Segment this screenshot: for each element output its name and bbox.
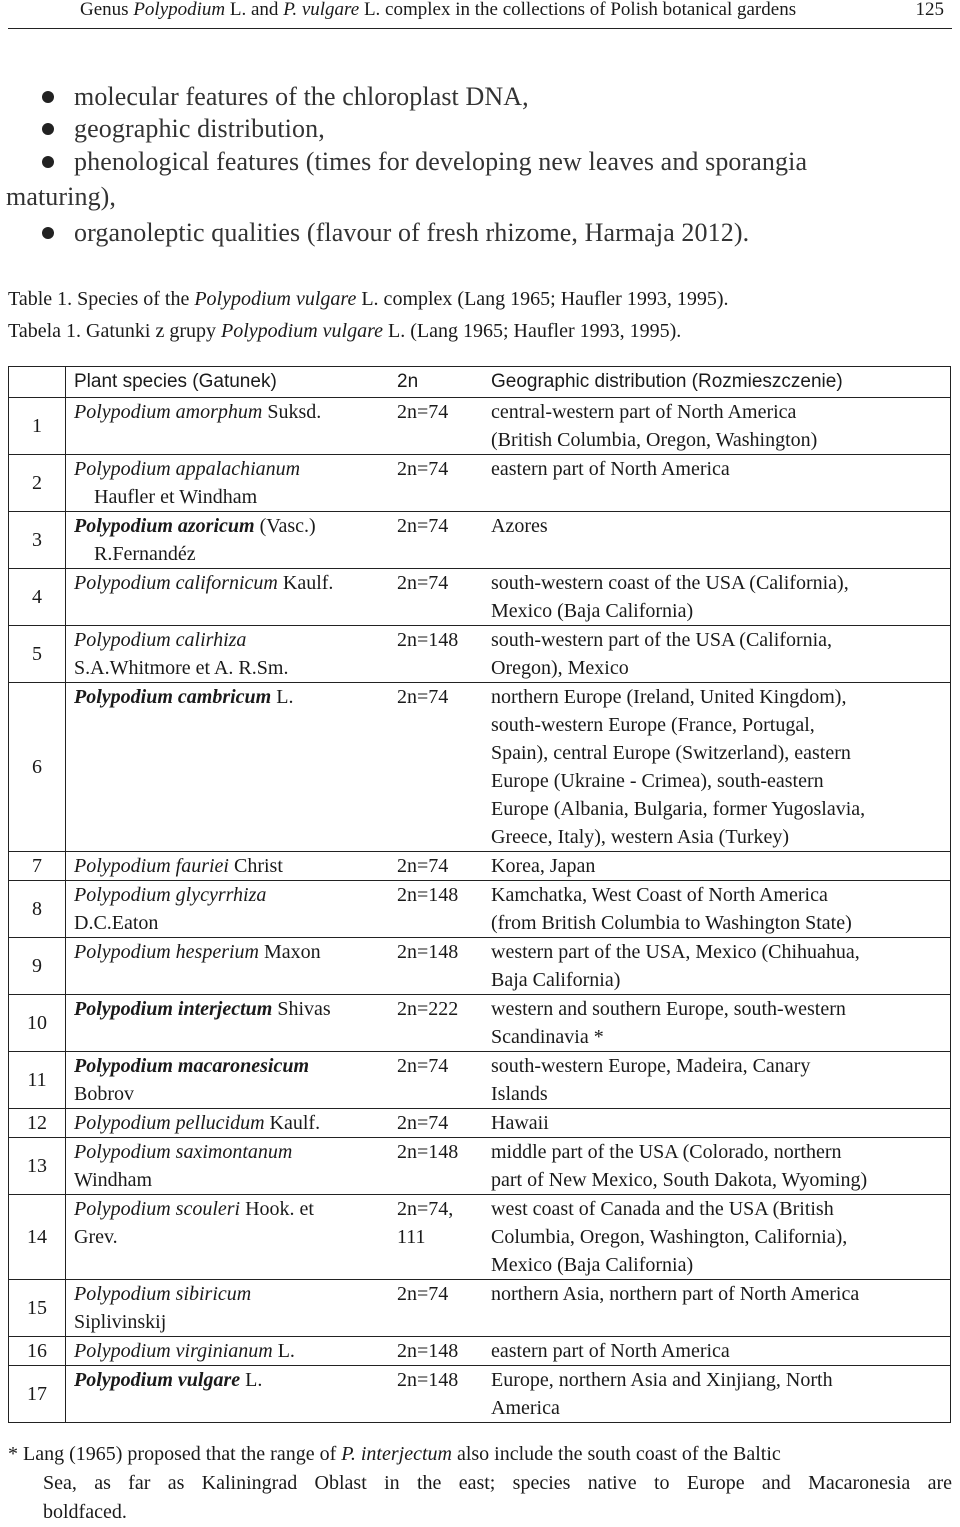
species-cell (66, 995, 398, 1052)
header-num (9, 367, 66, 398)
geography-line: Greece, Italy), western Asia (Turkey) (491, 826, 790, 848)
species-epithet: interjectum (177, 998, 273, 1020)
bullet-dot-icon (42, 156, 54, 168)
species-cell (66, 683, 398, 852)
chromosome-cell (397, 683, 491, 852)
species-cell (66, 1138, 398, 1195)
species-genus: Polypodium (74, 629, 171, 651)
species-genus: Polypodium (74, 686, 173, 708)
geography-line: eastern part of North America (491, 458, 730, 480)
species-author: L. (272, 1340, 295, 1362)
row-number: 1 (9, 398, 66, 455)
geography-line: western part of the USA, Mexico (Chihuahua, (491, 941, 860, 963)
species-author-line: R.Fernandéz (94, 543, 196, 565)
row-number: 2 (9, 455, 66, 512)
species-author-line: Grev. (74, 1226, 118, 1248)
geography-cell (491, 398, 951, 455)
species-name-line (74, 398, 397, 426)
geography-line: Mexico (Baja California) (491, 1254, 694, 1276)
row-number: 15 (9, 1280, 66, 1337)
chromosome-cell (397, 881, 491, 938)
chromosome-number: 2n=222 (397, 998, 459, 1020)
table-row (9, 1195, 951, 1280)
chromosome-number: 2n=74 (397, 1055, 449, 1077)
row-number: 7 (9, 852, 66, 881)
geography-cell (491, 1195, 951, 1280)
species-cell (66, 1280, 398, 1337)
table-row (9, 1138, 951, 1195)
species-genus: Polypodium (74, 1055, 173, 1077)
page-number: 125 (915, 0, 944, 20)
species-name-line (74, 1138, 397, 1166)
row-number: 16 (9, 1337, 66, 1366)
species-cell (66, 1109, 398, 1138)
table-caption-pl: Tabela 1. Gatunki z grupy Polypodium vulgare L. (Lang 1965; Haufler 1993, 1995). (8, 320, 682, 342)
table-row (9, 626, 951, 683)
geography-line: Columbia, Oregon, Washington, California), (491, 1226, 848, 1248)
header-geography: Geographic distribution (Rozmieszczenie) (491, 367, 951, 398)
species-epithet: pellucidum (175, 1112, 265, 1134)
geography-line: northern Asia, northern part of North America (491, 1283, 860, 1305)
row-number: 13 (9, 1138, 66, 1195)
row-number: 14 (9, 1195, 66, 1280)
species-genus: Polypodium (74, 941, 171, 963)
species-genus: Polypodium (74, 401, 171, 423)
table-row (9, 512, 951, 569)
chromosome-cell (397, 1109, 491, 1138)
table-row (9, 1337, 951, 1366)
species-author: (Vasc.) (254, 515, 316, 537)
geography-cell (491, 995, 951, 1052)
geography-line: Europe, northern Asia and Xinjiang, North (491, 1369, 833, 1391)
species-name-line (74, 852, 397, 880)
footnote-line-3: boldfaced. (43, 1501, 127, 1523)
species-name-line (74, 1280, 397, 1308)
species-author: Maxon (258, 941, 321, 963)
species-epithet: saximontanum (175, 1141, 293, 1163)
species-genus: Polypodium (74, 884, 171, 906)
species-genus: Polypodium (74, 998, 173, 1020)
geography-cell (491, 938, 951, 995)
chromosome-number: 2n=148 (397, 1141, 459, 1163)
chromosome-number: 2n=74 (397, 515, 449, 537)
geography-line: Korea, Japan (491, 855, 596, 877)
geography-line: south-western Europe (France, Portugal, (491, 714, 815, 736)
species-epithet: glycyrrhiza (175, 884, 267, 906)
geography-line: west coast of Canada and the USA (British (491, 1198, 834, 1220)
chromosome-cell (397, 569, 491, 626)
species-author-line: D.C.Eaton (74, 912, 159, 934)
species-name-line (74, 995, 397, 1023)
species-author-line: Windham (74, 1169, 153, 1191)
geography-line: central-western part of North America (491, 401, 797, 423)
species-epithet: scouleri (175, 1198, 241, 1220)
species-cell (66, 938, 398, 995)
species-author: Kaulf. (264, 1112, 321, 1134)
table-row (9, 569, 951, 626)
species-epithet: calirhiza (175, 629, 247, 651)
geography-line: northern Europe (Ireland, United Kingdom), (491, 686, 847, 708)
bullet-item: geographic distribution, (42, 114, 325, 144)
chromosome-number: 2n=148 (397, 1340, 459, 1362)
geography-cell (491, 569, 951, 626)
chromosome-number: 2n=74 (397, 572, 449, 594)
footnote (8, 1440, 952, 1527)
geography-cell (491, 512, 951, 569)
chromosome-cell (397, 626, 491, 683)
chromosome-number: 2n=74 (397, 1283, 449, 1305)
bullet-item: phenological features (times for developing new leaves and sporangia (42, 147, 807, 177)
geography-line: south-western coast of the USA (California), (491, 572, 849, 594)
species-name-line (74, 1195, 397, 1223)
geography-line: Kamchatka, West Coast of North America (491, 884, 828, 906)
species-author: L. (271, 686, 294, 708)
species-author-line: Haufler et Windham (94, 486, 258, 508)
geography-line: Spain), central Europe (Switzerland), eastern (491, 742, 851, 764)
species-name-line (74, 881, 397, 909)
chromosome-number: 2n=74, (397, 1198, 454, 1220)
bullet-continuation: maturing), (6, 182, 117, 211)
species-epithet: azoricum (177, 515, 255, 537)
table-row (9, 1052, 951, 1109)
chromosome-cell (397, 938, 491, 995)
geography-line: Mexico (Baja California) (491, 600, 694, 622)
species-epithet: californicum (175, 572, 278, 594)
chromosome-cell (397, 1280, 491, 1337)
geography-cell (491, 1109, 951, 1138)
geography-line: Europe (Albania, Bulgaria, former Yugoslavia, (491, 798, 866, 820)
chromosome-cell (397, 1138, 491, 1195)
species-genus: Polypodium (74, 1198, 171, 1220)
species-cell (66, 398, 398, 455)
chromosome-number: 2n=74 (397, 401, 449, 423)
species-cell (66, 512, 398, 569)
geography-line: part of New Mexico, South Dakota, Wyoming) (491, 1169, 868, 1191)
row-number: 10 (9, 995, 66, 1052)
geography-line: south-western Europe, Madeira, Canary (491, 1055, 811, 1077)
species-genus: Polypodium (74, 855, 171, 877)
geography-line: middle part of the USA (Colorado, northern (491, 1141, 842, 1163)
species-cell (66, 852, 398, 881)
chromosome-number: 2n=74 (397, 1112, 449, 1134)
geography-line: America (491, 1397, 560, 1419)
chromosome-cell (397, 455, 491, 512)
species-cell (66, 1337, 398, 1366)
species-table (8, 366, 951, 1423)
table-caption-en: Table 1. Species of the Polypodium vulgare L. complex (Lang 1965; Haufler 1993, 1995). (8, 288, 729, 310)
species-name-line (74, 626, 397, 654)
row-number: 8 (9, 881, 66, 938)
species-cell (66, 569, 398, 626)
geography-line: (British Columbia, Oregon, Washington) (491, 429, 818, 451)
geography-line: Azores (491, 515, 548, 537)
chromosome-cell (397, 398, 491, 455)
geography-cell (491, 1280, 951, 1337)
chromosome-cell (397, 1195, 491, 1280)
chromosome-number: 2n=148 (397, 629, 459, 651)
species-table-body (9, 367, 951, 1423)
table-row (9, 938, 951, 995)
species-epithet: appalachianum (175, 458, 301, 480)
geography-cell (491, 455, 951, 512)
chromosome-cell (397, 1337, 491, 1366)
bullet-item: organoleptic qualities (flavour of fresh rhizome, Harmaja 2012). (42, 218, 749, 248)
chromosome-number: 2n=148 (397, 941, 459, 963)
species-author-line: S.A.Whitmore et A. R.Sm. (74, 657, 289, 679)
chromosome-number: 2n=74 (397, 458, 449, 480)
geography-cell (491, 1366, 951, 1423)
bullet-dot-icon (42, 91, 54, 103)
geography-line: Baja California) (491, 969, 621, 991)
species-name-line (74, 1109, 397, 1137)
chromosome-cell (397, 852, 491, 881)
species-epithet: amorphum (175, 401, 263, 423)
geography-line: Scandinavia * (491, 1026, 604, 1048)
species-author: Suksd. (262, 401, 322, 423)
row-number: 9 (9, 938, 66, 995)
row-number: 3 (9, 512, 66, 569)
table-row (9, 1280, 951, 1337)
table-row (9, 398, 951, 455)
species-cell (66, 1195, 398, 1280)
species-genus: Polypodium (74, 1340, 171, 1362)
footnote-line-2: Sea, as far as Kaliningrad Oblast in the east; species native to Europe and Macaronesia are (43, 1472, 952, 1494)
species-cell (66, 455, 398, 512)
row-number: 17 (9, 1366, 66, 1423)
row-number: 5 (9, 626, 66, 683)
footnote-line-1: * Lang (1965) proposed that the range of P. interjectum also include the south coast of the Baltic (8, 1443, 781, 1465)
row-number: 12 (9, 1109, 66, 1138)
table-row (9, 455, 951, 512)
species-epithet: cambricum (177, 686, 272, 708)
geography-line: (from British Columbia to Washington State) (491, 912, 852, 934)
species-name-line (74, 512, 397, 540)
geography-line: Europe (Ukraine - Crimea), south-eastern (491, 770, 824, 792)
geography-line: eastern part of North America (491, 1340, 730, 1362)
species-cell (66, 881, 398, 938)
running-header (8, 0, 952, 29)
chromosome-number: 2n=74 (397, 686, 449, 708)
species-epithet: hesperium (175, 941, 259, 963)
geography-line: south-western part of the USA (California, (491, 629, 833, 651)
table-row (9, 1366, 951, 1423)
chromosome-number-2: 111 (397, 1226, 426, 1248)
species-name-line (74, 683, 397, 711)
chromosome-cell (397, 1366, 491, 1423)
table-header-row (9, 367, 951, 398)
table-row (9, 995, 951, 1052)
geography-cell (491, 852, 951, 881)
species-epithet: fauriei (175, 855, 229, 877)
species-author-line: Bobrov (74, 1083, 134, 1105)
geography-line: Hawaii (491, 1112, 549, 1134)
species-author: Kaulf. (277, 572, 334, 594)
species-cell (66, 1052, 398, 1109)
species-name-line (74, 1052, 397, 1080)
geography-line: western and southern Europe, south-western (491, 998, 846, 1020)
species-genus: Polypodium (74, 1112, 171, 1134)
geography-cell (491, 1138, 951, 1195)
geography-cell (491, 683, 951, 852)
species-genus: Polypodium (74, 1283, 171, 1305)
species-author-line: Siplivinskij (74, 1311, 167, 1333)
row-number: 11 (9, 1052, 66, 1109)
species-genus: Polypodium (74, 458, 171, 480)
species-name-line (74, 1366, 397, 1394)
species-author: L. (240, 1369, 263, 1391)
row-number: 6 (9, 683, 66, 852)
header-species: Plant species (Gatunek) (66, 367, 398, 398)
species-genus: Polypodium (74, 1369, 173, 1391)
bullet-dot-icon (42, 123, 54, 135)
species-epithet: macaronesicum (177, 1055, 310, 1077)
species-cell (66, 1366, 398, 1423)
species-author: Hook. et (240, 1198, 314, 1220)
row-number: 4 (9, 569, 66, 626)
chromosome-cell (397, 995, 491, 1052)
running-title: Genus Polypodium L. and P. vulgare L. complex in the collections of Polish botanical gardens (80, 0, 797, 20)
table-row (9, 852, 951, 881)
geography-cell (491, 626, 951, 683)
geography-cell (491, 1337, 951, 1366)
species-genus: Polypodium (74, 1141, 171, 1163)
table-row (9, 1109, 951, 1138)
chromosome-number: 2n=148 (397, 1369, 459, 1391)
chromosome-number: 2n=74 (397, 855, 449, 877)
species-author: Christ (229, 855, 283, 877)
bullet-item: molecular features of the chloroplast DNA, (42, 82, 529, 112)
geography-line: Oregon), Mexico (491, 657, 629, 679)
table-row (9, 881, 951, 938)
species-epithet: sibiricum (175, 1283, 252, 1305)
chromosome-cell (397, 512, 491, 569)
species-name-line (74, 938, 397, 966)
geography-cell (491, 1052, 951, 1109)
species-name-line (74, 569, 397, 597)
species-author: Shivas (272, 998, 331, 1020)
species-genus: Polypodium (74, 515, 173, 537)
species-cell (66, 626, 398, 683)
chromosome-number: 2n=148 (397, 884, 459, 906)
species-epithet: virginianum (175, 1340, 273, 1362)
bullet-dot-icon (42, 227, 54, 239)
header-chromosome: 2n (397, 367, 491, 398)
geography-cell (491, 881, 951, 938)
table-row (9, 683, 951, 852)
species-genus: Polypodium (74, 572, 171, 594)
species-epithet: vulgare (177, 1369, 241, 1391)
geography-line: Islands (491, 1083, 548, 1105)
species-name-line (74, 455, 397, 483)
species-name-line (74, 1337, 397, 1365)
chromosome-cell (397, 1052, 491, 1109)
